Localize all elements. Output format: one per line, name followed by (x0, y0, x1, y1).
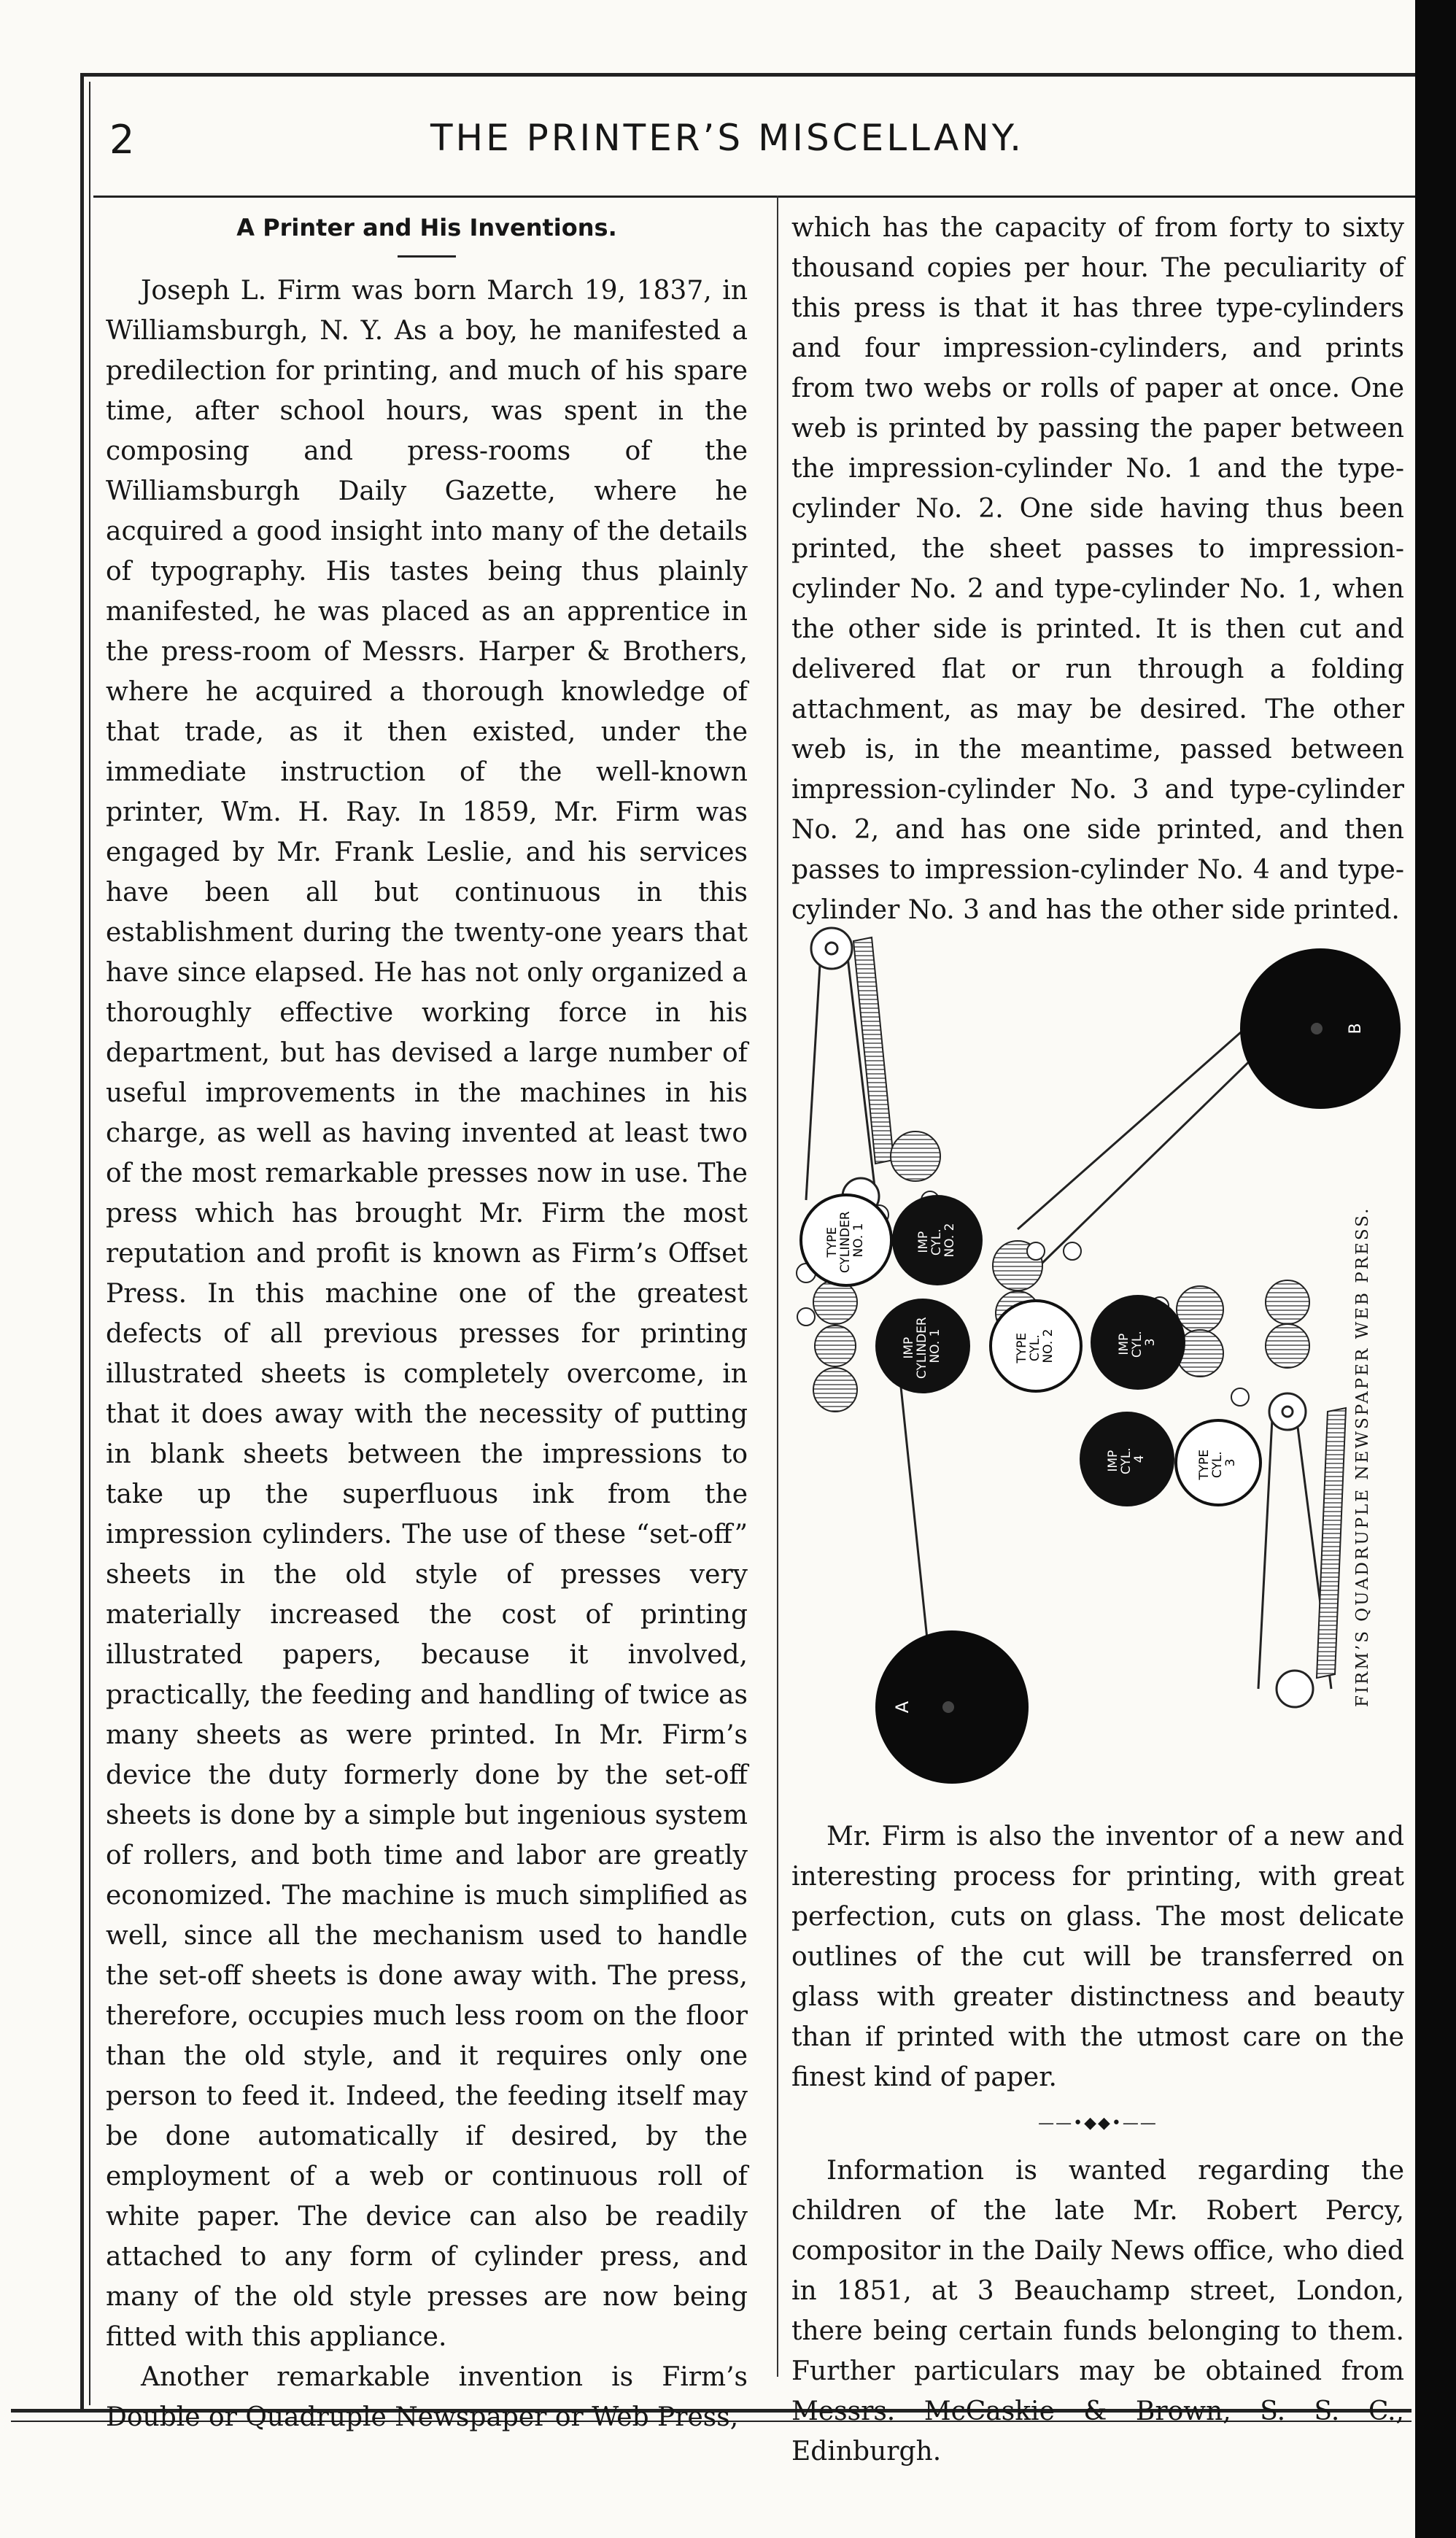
scan-edge-shadow (1415, 0, 1456, 2538)
imp-cylinder-4 (1080, 1412, 1174, 1506)
svg-text:IMP CYLINDER NO. 1: IMP CYLINDER NO. 1 (902, 1317, 942, 1380)
imp-cylinder-1 (875, 1299, 970, 1393)
type-cylinder-2 (991, 1301, 1081, 1391)
article-paragraph: Joseph L. Firm was born March 19, 1837, in Williamsburgh, N. Y. As a boy, he manifested a predilection for printing, and much of his spare time, after school hours, was spent in the composing and press-rooms of the Williamsburgh Daily Gazette, where he acquired a good insight into many of the details of typography. His tastes being thus plainly manifested, he was placed as an apprentice in the press-room of Messrs. Harper & Brothers, where he acquired a thorough knowledge of that trade, as it then existed, under the immediate instruction of the well-known printer, Wm. H. Ray. In 1859, Mr. Firm was engaged by Mr. Frank Leslie, and his services have been all but continuous in this establishment during the twenty-one years that have since elapsed. He has not only organized a thoroughly effective working force in his department, but has devised a large number of useful improvements in the machines in his charge, as well as having invented at least two of the most remarkable presses now in use. The press which has brought Mr. Firm the most reputation and profit is known as Firm’s Offset Press. In this machine one of the greatest defects of all previous presses for printing illustrated sheets is completely overcome, in that it does away with the necessity of putting in blank sheets between the impressions to take up the superfluous ink from the impression cylinders. The use of these “set-off” sheets in the old style of presses very materially increased the cost of printing illustrated papers, because it involved, practically, the feeding and handling of twice as many sheets as were printed. In Mr. Firm’s device the duty formerly done by the set-off sheets is done by a simple but ingenious system of rollers, and both time and labor are greatly economized. The machine is much simplified as well, since all the mechanism used to handle the set-off sheets is done away with. The press, therefore, occupies much less room on the floor than the old style, and it requires only one person to feed it. Indeed, the feeding itself may be done automatically if desired, by the employment of a web or continuous roll of white paper. The device can also be readily attached to any form of cylinder press, and many of the old style presses are now being fitted with this appliance. (106, 276, 748, 2352)
figure-caption-text: FIRM’S QUADRUPLE NEWSPAPER WEB PRESS. (1353, 1206, 1372, 1707)
running-title: THE PRINTER’S MISCELLANY. (430, 117, 1024, 159)
svg-text:A: A (892, 1701, 913, 1714)
right-column-top (791, 208, 1404, 930)
article-paragraph: Another remarkable invention is Firm’s Double or Quadruple Newspaper or Web Press, (106, 2362, 748, 2432)
left-column (106, 208, 748, 2437)
header-rule (93, 196, 1417, 198)
svg-text:TYPE CYL. NO. 2: TYPE CYL. NO. 2 (1015, 1328, 1056, 1363)
page-number: 2 (109, 117, 135, 163)
svg-text:IMP CYL. NO. 2: IMP CYL. NO. 2 (916, 1223, 957, 1258)
ornament-divider: ——•◆◆•—— (1038, 2114, 1158, 2132)
svg-text:IMP CYL. 4: IMP CYL. 4 (1106, 1447, 1147, 1475)
svg-text:TYPE CYL. 3: TYPE CYL. 3 (1197, 1449, 1238, 1480)
figure-caption (1353, 1065, 1382, 1707)
imp-cylinder-3 (1091, 1295, 1185, 1390)
article-title: A Printer and His Inventions. (236, 214, 617, 241)
svg-text:TYPE CYLINDER NO.: TYPE CYLINDER NO. 1 (825, 1211, 866, 1274)
svg-text:IMP CYL. 3: IMP CYL. 3 (1117, 1331, 1158, 1358)
title-rule (398, 255, 456, 258)
type-cylinder-3 (1176, 1420, 1261, 1505)
frame-inner-left-rule (89, 82, 90, 2405)
svg-text:B: B (1347, 1023, 1365, 1034)
column-divider (777, 196, 778, 2377)
type-cylinder-1 (801, 1195, 891, 1285)
right-column-bottom (791, 1817, 1404, 2472)
article-paragraph-continued: which has the capacity of from forty to sixty thousand copies per hour. The peculiarity of this press is that it has three type-cylinders and four impression-cylinders, and prints from two webs or rolls of paper at once. One web is printed by passing the paper between the impression-cylinder No. 1 and the type-cylinder No. 2. One side having thus been printed, the sheet passes to impression-cylinder No. 2 and type-cylinder No. 1, when the other side is printed. It is then cut and delivered flat or run through a folding attachment, as may be desired. The other web is, in the meantime, passed between impression-cylinder No. 3 and type-cylinder No. 2, and has one side printed, and then passes to impression-cylinder No. 4 and type-cylinder No. 3 and has the other side printed. (791, 213, 1404, 925)
notice-paragraph: Information is wanted regarding the children of the late Mr. Robert Percy, compositor in the Daily News office, who died in 1851, at 3 Beauchamp street, London, there being certain funds belonging to them. Further particulars may be obtained from Messrs. McCaskie & Brown, S. S. C., Edinburgh. (791, 2156, 1404, 2467)
frame-top-rule (82, 73, 1424, 77)
article-paragraph: Mr. Firm is also the inventor of a new and interesting process for printing, with great perfection, cuts on glass. The most delicate outlines of the cut will be transferred on glass with greater distinctness and beauty than if printed with the utmost care on the finest kind of paper. (791, 1822, 1404, 2092)
imp-cylinder-2 (892, 1195, 983, 1285)
paper-roll-a (875, 1630, 1029, 1784)
press-diagram (784, 923, 1419, 1798)
frame-left-rule (80, 73, 84, 2411)
